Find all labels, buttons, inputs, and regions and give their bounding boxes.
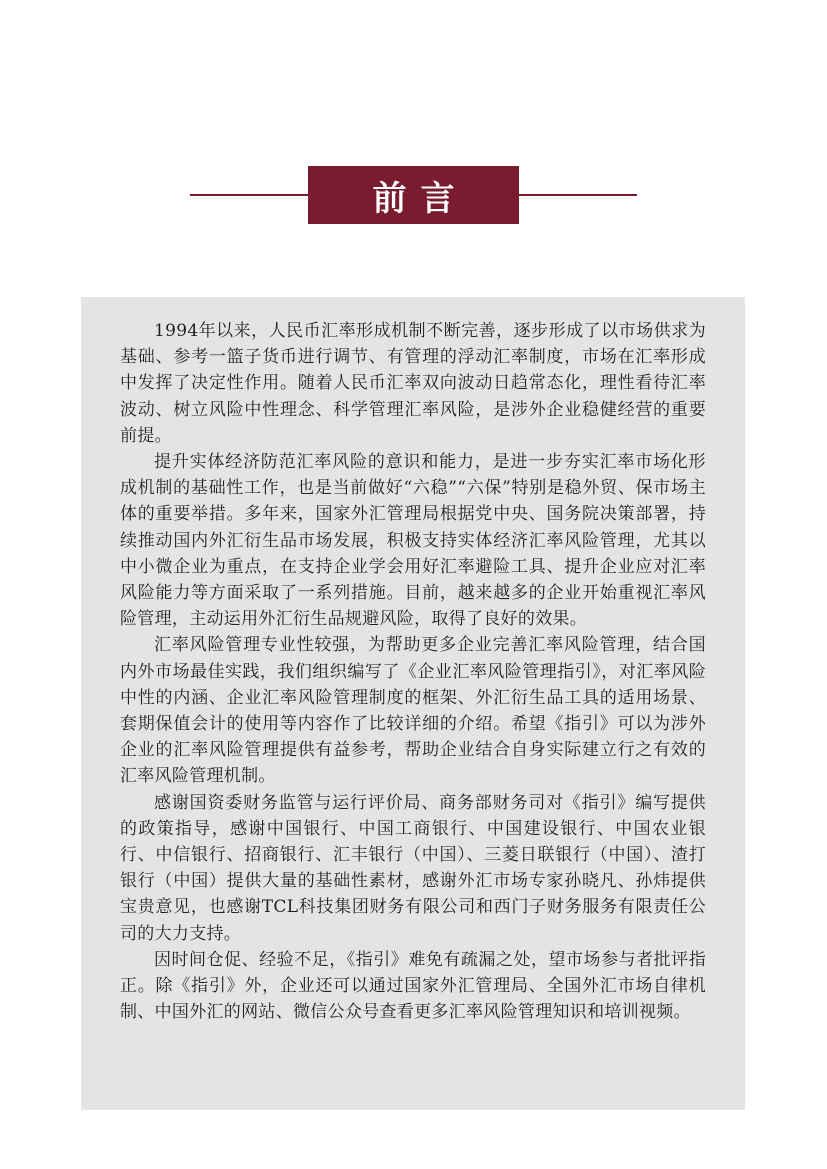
paragraph-1: 1994年以来，人民币汇率形成机制不断完善，逐步形成了以市场供求为基础、参考一篮子货币进行调节、有管理的浮动汇率制度，市场在汇率形成中发挥了决定性作用。随着人民币汇率双向波动日趋常态化，理性看待汇率波动、树立风险中性理念、科学管理汇率风险，是涉外企业稳健经营的重要前提。 (120, 321, 706, 446)
paragraph-2: 提升实体经济防范汇率风险的意识和能力，是进一步夯实汇率市场化形成机制的基础性工作，也是当前做好“六稳”“六保”特别是稳外贸、保市场主体的重要举措。多年来，国家外汇管理局根据党中央、国务院决策部署，持续推动国内外汇衍生品市场发展，积极支持实体经济汇率风险管理，尤其以中小微企业为重点，在支持企业学会用好汇率避险工具、提升企业应对汇率风险能力等方面采取了一系列措施。目前，越来越多的企业开始重视汇率风险管理，主动运用外汇衍生品规避风险，取得了良好的效果。 (120, 452, 706, 630)
page-title: 前言 (308, 166, 519, 224)
paragraph-3: 汇率风险管理专业性较强，为帮助更多企业完善汇率风险管理，结合国内外市场最佳实践，我们组织编写了《企业汇率风险管理指引》，对汇率风险中性的内涵、企业汇率风险管理制度的框架、外汇衍生品工具的适用场景、套期保值会计的使用等内容作了比较详细的介绍。希望《指引》可以为涉外企业的汇率风险管理提供有益参考，帮助企业结合自身实际建立行之有效的汇率风险管理机制。 (120, 635, 706, 787)
title-rule-left (190, 194, 308, 196)
paragraph-5: 因时间仓促、经验不足，《指引》难免有疏漏之处，望市场参与者批评指正。除《指引》外，企业还可以通过国家外汇管理局、全国外汇市场自律机制、中国外汇的网站、微信公众号查看更多汇率风险管理知识和培训视频。 (120, 949, 706, 1023)
paragraph-4: 感谢国资委财务监管与运行评价局、商务部财务司对《指引》编写提供的政策指导，感谢中国银行、中国工商银行、中国建设银行、中国农业银行、中信银行、招商银行、汇丰银行（中国）、三菱日联银行（中国）、渣打银行（中国）提供大量的基础性素材，感谢外汇市场专家孙晓凡、孙炜提供宝贵意见，也感谢TCL科技集团财务有限公司和西门子财务服务有限责任公司的大力支持。 (120, 792, 706, 944)
preface-body (81, 297, 745, 1110)
title-rule-right (519, 194, 637, 196)
